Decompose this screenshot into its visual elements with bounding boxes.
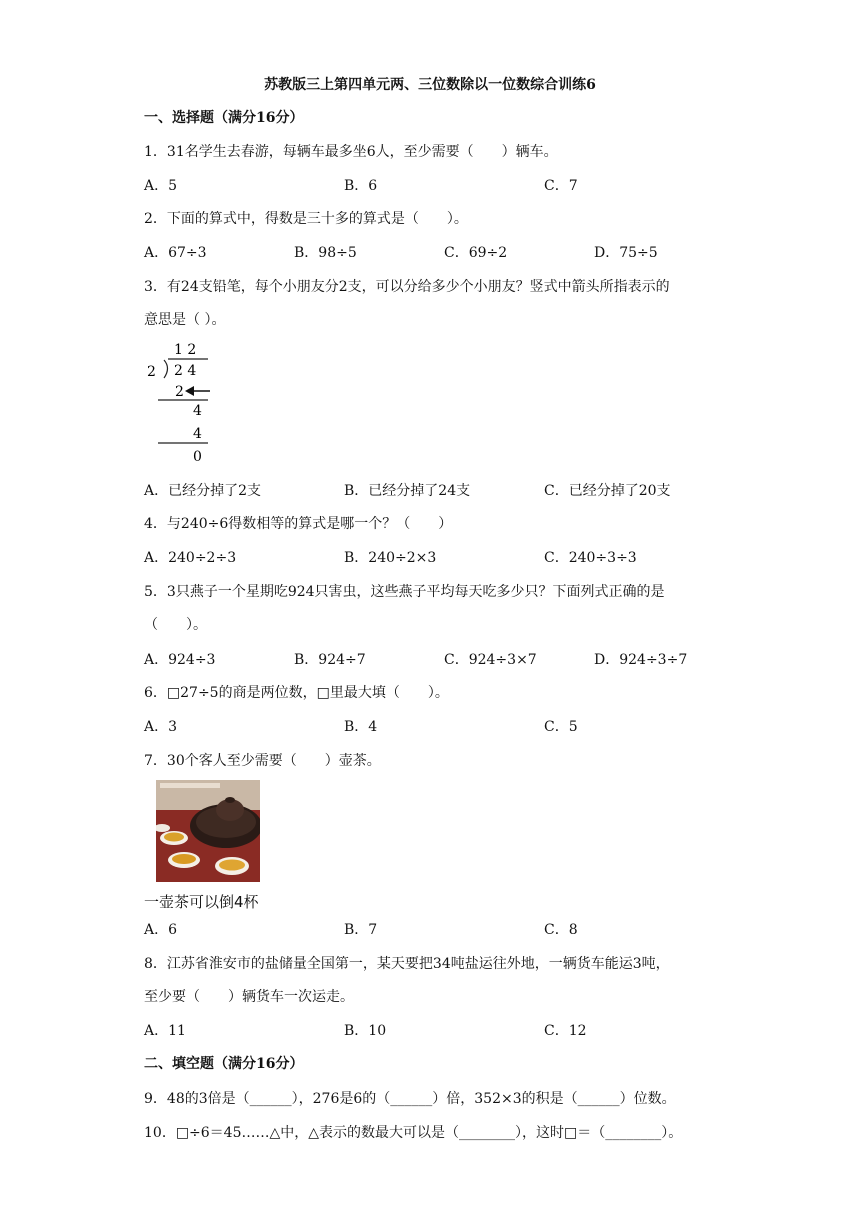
q5-option-c: C．924÷3×7 [444, 652, 537, 668]
q4-option-c: C．240÷3÷3 [544, 550, 637, 566]
q8-option-a: A．11 [144, 1023, 186, 1039]
question-8-line2: 至少要（ ）辆货车一次运走。 [144, 989, 354, 1005]
teapot-photo [156, 780, 260, 882]
q6-option-a: A．3 [144, 719, 178, 735]
question-1: 1．31名学生去春游，每辆车最多坐6人，至少需要（ ）辆车。 [144, 144, 558, 160]
q5-option-d: D．924÷3÷7 [594, 652, 688, 668]
q4-option-b: B．240÷2×3 [344, 550, 437, 566]
division-step-2: 4 [193, 426, 202, 442]
q3-option-b: B．已经分掉了24支 [344, 483, 471, 499]
q4-option-a: A．240÷2÷3 [144, 550, 237, 566]
question-8-line1: 8．江苏省淮安市的盐储量全国第一，某天要把34吨盐运往外地，一辆货车能运3吨， [144, 956, 670, 972]
question-2: 2．下面的算式中，得数是三十多的算式是（ ）。 [144, 211, 468, 227]
q3-option-c: C．已经分掉了20支 [544, 483, 671, 499]
q6-option-c: C．5 [544, 719, 578, 735]
q2-option-c: C．69÷2 [444, 245, 508, 261]
arrow-left-icon [185, 386, 210, 396]
q3-option-a: A．已经分掉了2支 [144, 483, 262, 499]
question-6: 6．□27÷5的商是两位数，□里最大填（ ）。 [144, 685, 449, 701]
q5-option-a: A．924÷3 [144, 652, 216, 668]
q8-option-c: C．12 [544, 1023, 587, 1039]
question-5-line2: （ ）。 [144, 617, 207, 633]
section-heading-fill: 二、填空题（满分16分） [144, 1056, 304, 1072]
division-remainder-2: 0 [193, 449, 202, 465]
question-3-line2: 意思是（ ）。 [144, 312, 226, 328]
page-title: 苏教版三上第四单元两、三位数除以一位数综合训练6 [264, 77, 596, 93]
division-remainder-1: 4 [193, 403, 202, 419]
teapot-caption: 一壶茶可以倒4杯 [144, 893, 259, 911]
long-division-figure [144, 340, 214, 466]
question-10: 10．□÷6＝45……△中，△表示的数最大可以是（________），这时□＝（________）。 [144, 1125, 683, 1141]
q2-option-a: A．67÷3 [144, 245, 207, 261]
question-9: 9．48的3倍是（______），276是6的（______）倍，352×3的积是（______）位数。 [144, 1091, 676, 1107]
question-7: 7．30个客人至少需要（ ）壶茶。 [144, 753, 381, 769]
q8-option-b: B．10 [344, 1023, 387, 1039]
division-dividend: 2 4 [174, 363, 197, 379]
q1-option-a: A．5 [144, 178, 178, 194]
section-heading-choice: 一、选择题（满分16分） [144, 110, 304, 126]
q6-option-b: B．4 [344, 719, 378, 735]
q2-option-b: B．98÷5 [294, 245, 357, 261]
q1-option-c: C．7 [544, 178, 578, 194]
division-divisor: 2 [147, 364, 156, 380]
q7-option-b: B．7 [344, 922, 378, 938]
q2-option-d: D．75÷5 [594, 245, 658, 261]
q7-option-c: C．8 [544, 922, 578, 938]
division-step-1: 2 [175, 384, 184, 400]
question-4: 4．与240÷6得数相等的算式是哪一个？（ ） [144, 516, 453, 532]
question-5-line1: 5．3只燕子一个星期吃924只害虫，这些燕子平均每天吃多少只？下面列式正确的是 [144, 584, 665, 600]
q7-option-a: A．6 [144, 922, 178, 938]
question-3-line1: 3．有24支铅笔，每个小朋友分2支，可以分给多少个小朋友？竖式中箭头所指表示的 [144, 279, 670, 295]
q1-option-b: B．6 [344, 178, 378, 194]
division-quotient: 1 2 [174, 342, 197, 358]
q5-option-b: B．924÷7 [294, 652, 366, 668]
